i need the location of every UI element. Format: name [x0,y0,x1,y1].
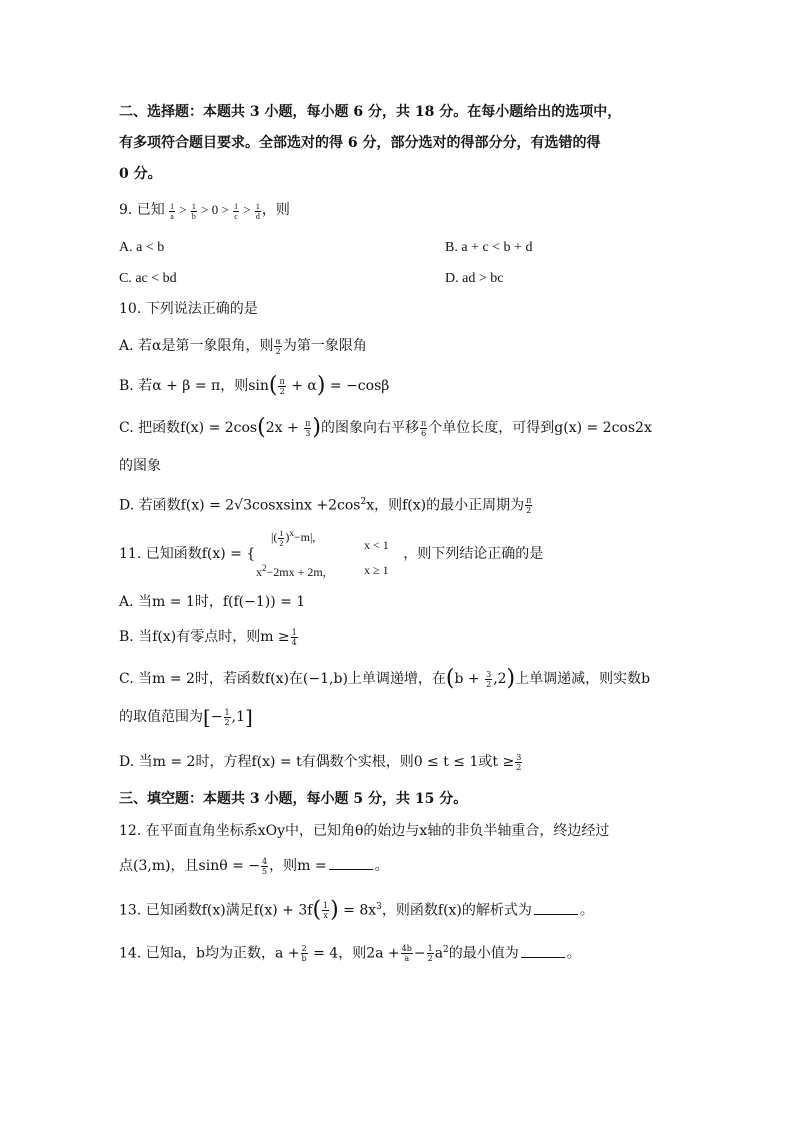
section-heading-line2: 有多项符合题目要求。全部选对的得 6 分，部分选对的得部分分，有选错的得 [119,135,601,151]
question-10-option-b: B. 若α + β = π，则sin( $\frac{\pi}{2}$ + α) = −cosβ [119,373,390,398]
question-11-stem: 11. 已知函数f(x) = { ，则下列结论正确的是 [119,546,544,562]
question-11-option-d: D. 当m = 2时，方程f(x) = t有偶数个实根，则0 ≤ t ≤ 1或t ≥ $\frac{3}{2}$ [119,752,522,772]
question-14: 14. 已知a，b均为正数，a + $\frac{2}{b}$ = 4，则2a + $\frac{4b}{a}$ − $\frac{1}{2}$ $a^2$的最小值为 。 [119,944,581,964]
question-11-piece-1: |( $\frac{1}{2}$ )$^x$−m|, [271,528,316,548]
question-9-option-d: D. ad > bc [445,271,504,286]
section-heading-line1: 二、选择题：本题共 3 小题，每小题 6 分，共 18 分。在每小题给出的选项中， [119,104,622,120]
question-9-option-b: B. a + c < b + d [445,240,533,255]
question-10-option-c: C. 把函数f(x) = 2cos(2x + $\frac{\pi}{3}$ )的图象向右平移 $\frac{\pi}{6}$ 个单位长度，可得到g(x) = 2cos2x [119,415,652,440]
question-11-option-c-cont: 的取值范围为[− $\frac{1}{2}$ ,1] [119,705,253,729]
question-12-line1: 12. 在平面直角坐标系xOy中，已知角θ的始边与x轴的非负半轴重合，终边经过 [119,823,610,839]
question-13: 13. 已知函数f(x)满足f(x) + 3f( $\frac{1}{x}$ ) = $8x^3$，则函数f(x)的解析式为 。 [119,897,594,923]
question-10-stem: 10. 下列说法正确的是 [119,301,258,317]
question-10-option-d: D. 若函数f(x) = 2√3cosxsinx $+2\cos^2x$，则f(x)的最小正周期为 $\frac{\pi}{2}$ [119,496,532,516]
question-11-piece-1-condition: x < 1 [364,538,389,552]
question-11-piece-2: $x^2-2mx + 2m$, [256,563,326,579]
question-11-piece-2-condition: x ≥ 1 [364,563,389,577]
question-9-stem: 9. 已知 $\frac{1}{a}$ > $\frac{1}{b}$ > 0 > $\frac{1}{c}$ > $\frac{1}{d}$ ，则 [119,201,290,221]
answer-blank-12[interactable] [329,857,373,870]
question-11-option-a: A. 当m = 1时，f(f(−1)) = 1 [119,594,306,610]
answer-blank-14[interactable] [521,945,565,958]
section-heading-line3: 0 分。 [119,166,162,182]
question-9-option-c: C. ac < bd [119,271,177,286]
answer-blank-13[interactable] [534,902,578,915]
section-3-heading: 三、填空题：本题共 3 小题，每小题 5 分，共 15 分。 [119,791,468,807]
question-9-option-a: A. a < b [119,240,165,255]
question-11-option-c: C. 当m = 2时，若函数f(x)在(−1,b)上单调递增，在(b + $\frac{3}{2}$ ,2)上单调递减，则实数b [119,666,651,691]
question-11-option-b: B. 当f(x)有零点时，则m ≥ $\frac{1}{4}$ [119,627,297,647]
question-12-line2: 点(3,m)，且sinθ = − $\frac{4}{5}$ ，则m = 。 [119,856,389,876]
question-10-option-a: A. 若α是第一象限角，则 $\frac{\alpha}{2}$ 为第一象限角 [119,336,367,356]
question-10-option-c-cont: 的图象 [119,458,161,474]
